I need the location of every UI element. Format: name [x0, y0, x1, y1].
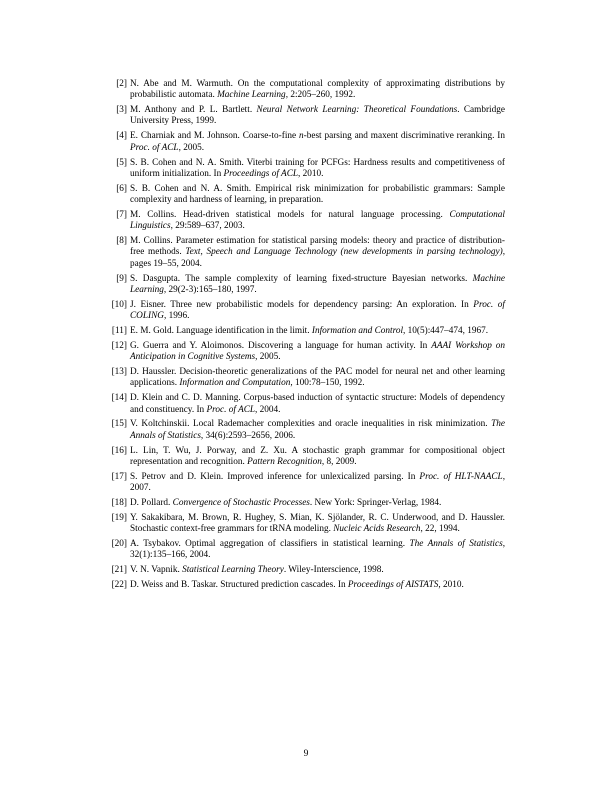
reference-text: [130, 105, 505, 128]
reference-number: [22]: [111, 580, 127, 591]
reference-number: [9]: [116, 273, 127, 284]
reference-entry: [108, 367, 505, 390]
reference-venue: The Annals of Statistics: [130, 419, 505, 441]
reference-number: [3]: [116, 105, 127, 116]
reference-segment: , 22, 1994.: [420, 524, 460, 535]
reference-segment: , 1996.: [163, 311, 190, 322]
reference-segment: V. Koltchinskii. Local Rademacher complexities and oracle inequalities in risk minimization.: [130, 419, 492, 430]
reference-venue: Text, Speech and Language Technology (new developments in parsing technology): [185, 247, 503, 258]
reference-text: [130, 274, 505, 297]
reference-number: [16]: [111, 445, 127, 456]
reference-entry: [108, 539, 505, 562]
reference-number: [8]: [116, 236, 127, 247]
reference-text: [130, 498, 505, 509]
reference-text: [130, 565, 505, 576]
reference-segment: D. Weiss and B. Taskar. Structured prediction cascades. In: [130, 580, 348, 591]
reference-segment: , 100:78–150, 1992.: [290, 378, 365, 389]
reference-segment: -best parsing and maxent discriminative reranking. In: [303, 131, 505, 142]
reference-number: [2]: [116, 79, 127, 89]
reference-text: [130, 393, 505, 416]
reference-segment: V. N. Vapnik.: [130, 565, 183, 576]
reference-text: [130, 131, 505, 154]
reference-venue: Statistical Learning Theory: [182, 565, 284, 576]
reference-segment: , 2010.: [298, 168, 324, 179]
reference-number: [5]: [116, 157, 127, 168]
reference-text: [130, 158, 505, 181]
reference-entry: [108, 446, 505, 469]
reference-segment: . New York: Springer-Verlag, 1984.: [309, 498, 442, 508]
reference-number: [11]: [111, 325, 127, 336]
reference-segment: Y. Sakakibara, M. Brown, R. Hughey, S. Mian, K. Sjölander, R. C. Underwood, and D. Haussler. Stochastic context-free grammars for tRNA modeling.: [130, 512, 505, 535]
reference-number: [15]: [111, 419, 127, 430]
reference-segment: , 2005.: [255, 352, 281, 363]
reference-segment: J. Eisner. Three new probabilistic models for dependency parsing: An exploration. In: [130, 299, 474, 310]
reference-entry: [108, 105, 505, 128]
reference-entry: [108, 210, 505, 233]
reference-text: [130, 300, 505, 323]
reference-number: [20]: [111, 539, 127, 550]
reference-segment: , 29:589–637, 2003.: [170, 221, 245, 232]
reference-text: [130, 184, 505, 207]
reference-segment: M. Collins. Head-driven statistical models for natural language processing.: [130, 209, 450, 220]
reference-segment: , pages 19–55, 2004.: [130, 247, 506, 269]
reference-number: [13]: [111, 367, 127, 378]
reference-segment: E. Charniak and M. Johnson. Coarse-to-fine: [130, 131, 300, 142]
reference-venue: Computational Linguistics: [130, 209, 505, 232]
reference-segment: M. Anthony and P. L. Bartlett.: [130, 105, 257, 116]
reference-venue: Proc. of ACL: [130, 142, 179, 153]
reference-entry: [108, 513, 505, 536]
reference-entry: [108, 419, 505, 442]
reference-segment: , 8, 2009.: [321, 456, 357, 467]
reference-venue: Proceedings of ACL: [223, 168, 299, 179]
reference-text: [130, 210, 505, 233]
reference-entry: [108, 341, 505, 364]
reference-segment: , 34(6):2593–2656, 2006.: [200, 430, 296, 441]
reference-segment: D. Klein and C. D. Manning. Corpus-based induction of syntactic structure: Models of dependency and constituency. In: [130, 393, 505, 415]
reference-venue: Proc. of COLING: [130, 299, 505, 322]
reference-entry: [108, 236, 505, 270]
reference-entry: [108, 79, 505, 102]
reference-venue: Information and Control: [311, 325, 404, 336]
reference-entry: [108, 300, 505, 323]
reference-segment: , 10(5):447–474, 1967.: [403, 325, 489, 336]
reference-entry: [108, 184, 505, 207]
reference-entry: [108, 274, 505, 297]
reference-entry: [108, 158, 505, 181]
reference-segment: M. Collins. Parameter estimation for statistical parsing models: theory and practice of distribution-free methods.: [130, 236, 505, 258]
reference-text: [130, 472, 505, 495]
reference-venue: The Annals of Statistics: [409, 539, 503, 550]
reference-venue: Nucleic Acids Research: [333, 524, 421, 535]
reference-entry: [108, 565, 505, 576]
reference-entry: [108, 498, 505, 509]
reference-segment: , 2007.: [130, 471, 506, 494]
reference-number: [12]: [111, 340, 127, 351]
reference-venue: Neural Network Learning: Theoretical Foundations: [256, 105, 458, 116]
reference-text: [130, 236, 505, 270]
reference-entry: [108, 393, 505, 416]
reference-segment: E. M. Gold. Language identification in the limit.: [130, 325, 312, 336]
reference-text: [130, 341, 505, 364]
reference-text: [130, 580, 505, 591]
reference-venue: AAAI Workshop on Anticipation in Cognitive Systems: [130, 340, 505, 363]
reference-segment: . Wiley-Interscience, 1998.: [283, 565, 384, 576]
reference-entry: [108, 326, 505, 337]
reference-number: [10]: [111, 299, 127, 310]
reference-segment: , 2004.: [255, 404, 281, 415]
reference-number: [17]: [111, 471, 127, 482]
reference-venue: Proc. of ACL: [206, 404, 256, 415]
reference-segment: S. Dasgupta. The sample complexity of learning fixed-structure Bayesian networks.: [130, 273, 473, 284]
reference-venue: Convergence of Stochastic Processes: [172, 498, 310, 508]
reference-text: [130, 513, 505, 536]
reference-venue: Proc. of HLT-NAACL: [419, 471, 503, 482]
reference-segment: S. B. Cohen and N. A. Smith. Viterbi training for PCFGs: Hardness results and competitiveness of uniform initialization. In: [130, 157, 505, 179]
reference-number: [4]: [116, 131, 127, 142]
reference-number: [6]: [116, 183, 127, 194]
reference-number: [21]: [111, 565, 127, 576]
reference-text: [130, 79, 505, 102]
reference-segment: S. Petrov and D. Klein. Improved inference for unlexicalized parsing. In: [130, 471, 420, 482]
reference-number: [14]: [111, 393, 127, 404]
reference-segment: , 2010.: [438, 580, 464, 591]
reference-segment: , 32(1):135–166, 2004.: [130, 539, 505, 561]
page-number: 9: [303, 749, 309, 759]
reference-text: [130, 367, 505, 390]
reference-venue: Information and Computation: [179, 378, 291, 389]
reference-text: [130, 446, 505, 469]
reference-venue: Machine Learning: [217, 90, 286, 101]
reference-entry: [108, 472, 505, 495]
reference-number: [18]: [111, 498, 127, 508]
reference-segment: N. Abe and M. Warmuth. On the computational complexity of approximating distributions by probabilistic automata.: [130, 79, 505, 101]
reference-segment: , 29(2-3):165–180, 1997.: [163, 284, 257, 295]
reference-segment: S. B. Cohen and N. A. Smith. Empirical risk minimization for probabilistic grammars: Sample complexity and hardness of learning, in preparation.: [130, 183, 505, 206]
reference-entry: [108, 580, 505, 591]
reference-text: [130, 326, 505, 337]
reference-segment: L. Lin, T. Wu, J. Porway, and Z. Xu. A stochastic graph grammar for compositional object representation and recognition.: [130, 445, 505, 467]
reference-venue: n: [299, 131, 304, 142]
reference-text: [130, 539, 505, 562]
reference-entry: [108, 131, 505, 154]
reference-segment: G. Guerra and Y. Aloimonos. Discovering a language for human activity. In: [130, 340, 432, 351]
reference-segment: D. Pollard.: [130, 498, 173, 508]
reference-venue: Pattern Recognition: [247, 456, 322, 467]
reference-segment: , 2005.: [178, 142, 205, 153]
reference-number: [7]: [116, 209, 127, 220]
reference-segment: , 2:205–260, 1992.: [285, 90, 356, 101]
reference-segment: A. Tsybakov. Optimal aggregation of classifiers in statistical learning.: [130, 539, 410, 550]
reference-venue: Proceedings of AISTATS: [347, 580, 439, 591]
reference-text: [130, 419, 505, 442]
reference-segment: . Cambridge University Press, 1999.: [130, 105, 505, 127]
references-list: [108, 79, 505, 595]
reference-number: [19]: [111, 512, 127, 523]
reference-venue: Machine Learning: [130, 273, 505, 295]
reference-segment: D. Haussler. Decision-theoretic generalizations of the PAC model for neural net and other learning applications.: [130, 367, 505, 389]
